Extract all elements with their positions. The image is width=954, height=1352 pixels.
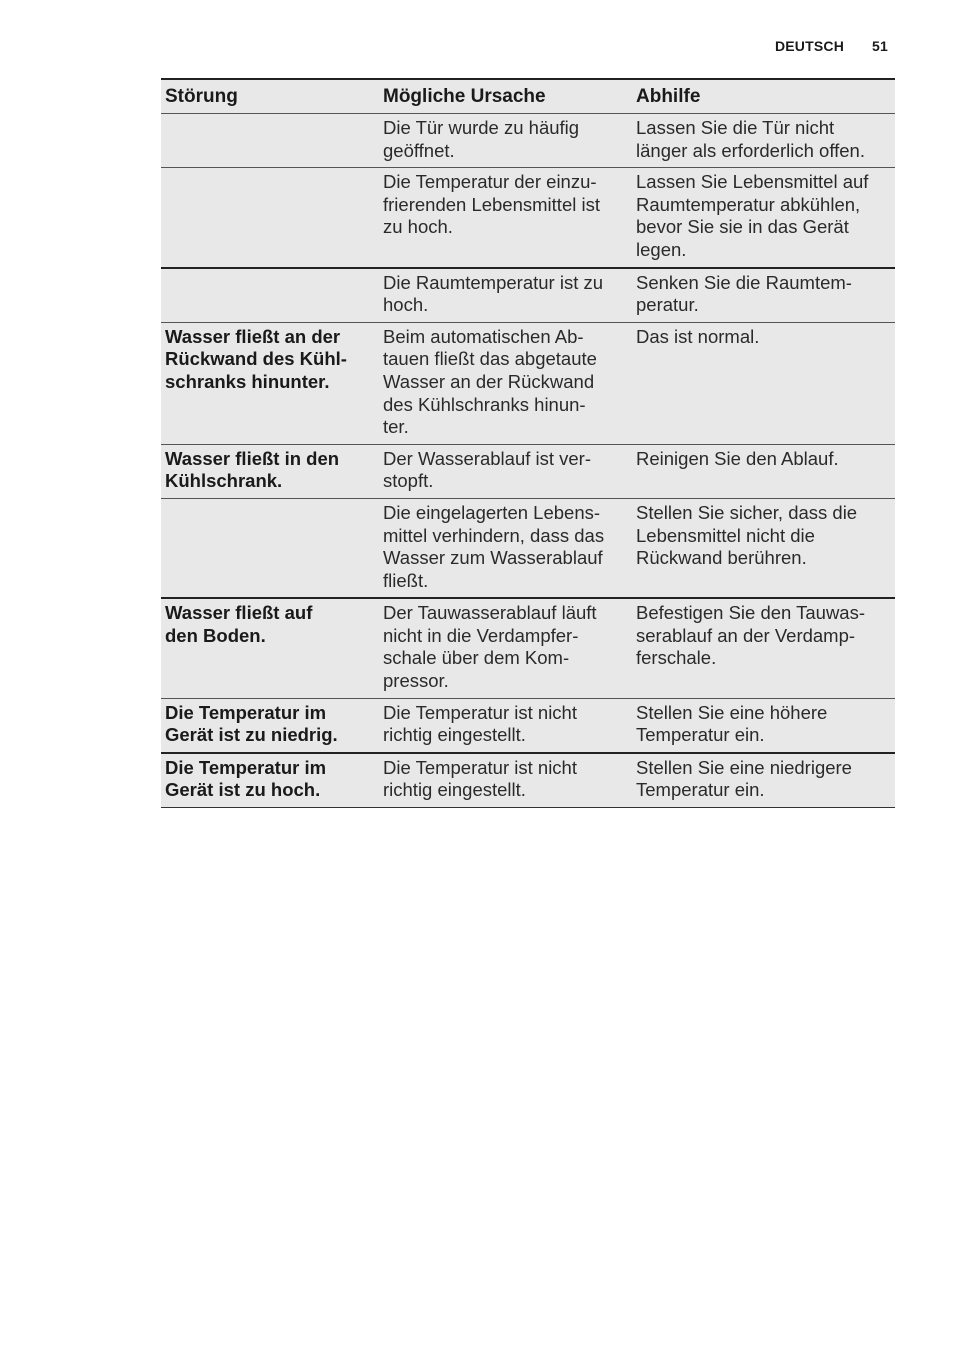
remedy-text: Lassen Sie Lebensmittel auf Raumtemperatur abkühlen, bevor Sie sie in das Gerät legen. [636, 171, 869, 260]
table-row [161, 698, 895, 753]
issue-cell [161, 598, 379, 698]
remedy-cell [632, 498, 895, 598]
table-row [161, 444, 895, 498]
remedy-cell [632, 322, 895, 444]
cause-cell [379, 698, 632, 753]
cause-text: Die eingelagerten Lebens- mittel verhindern, dass das Wasser zum Wasserablauf fließt. [383, 501, 605, 591]
remedy-cell [632, 753, 895, 808]
cause-cell [379, 114, 632, 168]
cause-cell [379, 753, 632, 808]
remedy-cell [632, 698, 895, 753]
issue-cell [161, 498, 379, 598]
issue-text: Wasser fließt an der Rückwand des Kühl- schranks hinunter. [165, 325, 347, 392]
cause-cell [379, 598, 632, 698]
remedy-text: Reinigen Sie den Ablauf. [636, 447, 839, 469]
column-header-cause: Mögliche Ursache [379, 79, 632, 114]
troubleshooting-table [161, 78, 895, 808]
cause-text: Die Temperatur der einzu- frierenden Lebensmittel ist zu hoch. [383, 171, 600, 238]
issue-cell [161, 698, 379, 753]
cause-text: Die Temperatur ist nicht richtig eingestellt. [383, 756, 577, 801]
issue-text: Wasser fließt in den Kühlschrank. [165, 447, 340, 492]
remedy-text: Stellen Sie eine niedrigere Temperatur ein. [636, 756, 852, 801]
cause-text: Die Tür wurde zu häufig geöffnet. [383, 117, 580, 161]
remedy-cell [632, 598, 895, 698]
issue-text: Die Temperatur im Gerät ist zu niedrig. [165, 701, 338, 746]
table-row [161, 268, 895, 323]
cause-cell [379, 322, 632, 444]
remedy-cell [632, 168, 895, 268]
page-header [775, 38, 888, 54]
column-header-remedy: Abhilfe [632, 79, 895, 114]
table-row [161, 498, 895, 598]
issue-text: Wasser fließt auf den Boden. [165, 602, 313, 646]
cause-text: Die Raumtemperatur ist zu hoch. [383, 271, 604, 316]
issue-cell [161, 753, 379, 808]
cause-text: Der Tauwasserablauf läuft nicht in die Verdampfer- schale über dem Kom- pressor. [383, 602, 597, 692]
cause-text: Beim automatischen Ab- tauen fließt das abgetaute Wasser an der Rückwand des Kühlschranks hinun- ter. [383, 325, 597, 438]
table-row [161, 598, 895, 698]
remedy-text: Befestigen Sie den Tauwas- serablauf an der Verdamp- ferschale. [636, 602, 866, 669]
remedy-cell [632, 268, 895, 323]
table-row [161, 168, 895, 268]
remedy-text: Lassen Sie die Tür nicht länger als erforderlich offen. [636, 117, 865, 161]
remedy-text: Senken Sie die Raumtem- peratur. [636, 271, 852, 316]
cause-cell [379, 168, 632, 268]
table-row [161, 114, 895, 168]
issue-cell [161, 322, 379, 444]
issue-cell [161, 268, 379, 323]
remedy-text: Das ist normal. [636, 325, 760, 347]
cause-text: Der Wasserablauf ist ver- stopft. [383, 447, 592, 492]
page-number: 51 [872, 38, 888, 54]
issue-cell [161, 114, 379, 168]
remedy-cell [632, 444, 895, 498]
cause-cell [379, 268, 632, 323]
header-language: DEUTSCH [774, 38, 845, 54]
issue-text: Die Temperatur im Gerät ist zu hoch. [165, 756, 327, 801]
remedy-cell [632, 114, 895, 168]
table-row [161, 322, 895, 444]
cause-cell [379, 444, 632, 498]
remedy-text: Stellen Sie sicher, dass die Lebensmittel nicht die Rückwand berühren. [636, 501, 858, 569]
table-row [161, 753, 895, 808]
table-header-row [161, 79, 895, 114]
remedy-text: Stellen Sie eine höhere Temperatur ein. [636, 701, 828, 746]
issue-cell [161, 444, 379, 498]
issue-cell [161, 168, 379, 268]
cause-cell [379, 498, 632, 598]
column-header-issue: Störung [161, 79, 379, 114]
cause-text: Die Temperatur ist nicht richtig eingestellt. [383, 701, 577, 746]
